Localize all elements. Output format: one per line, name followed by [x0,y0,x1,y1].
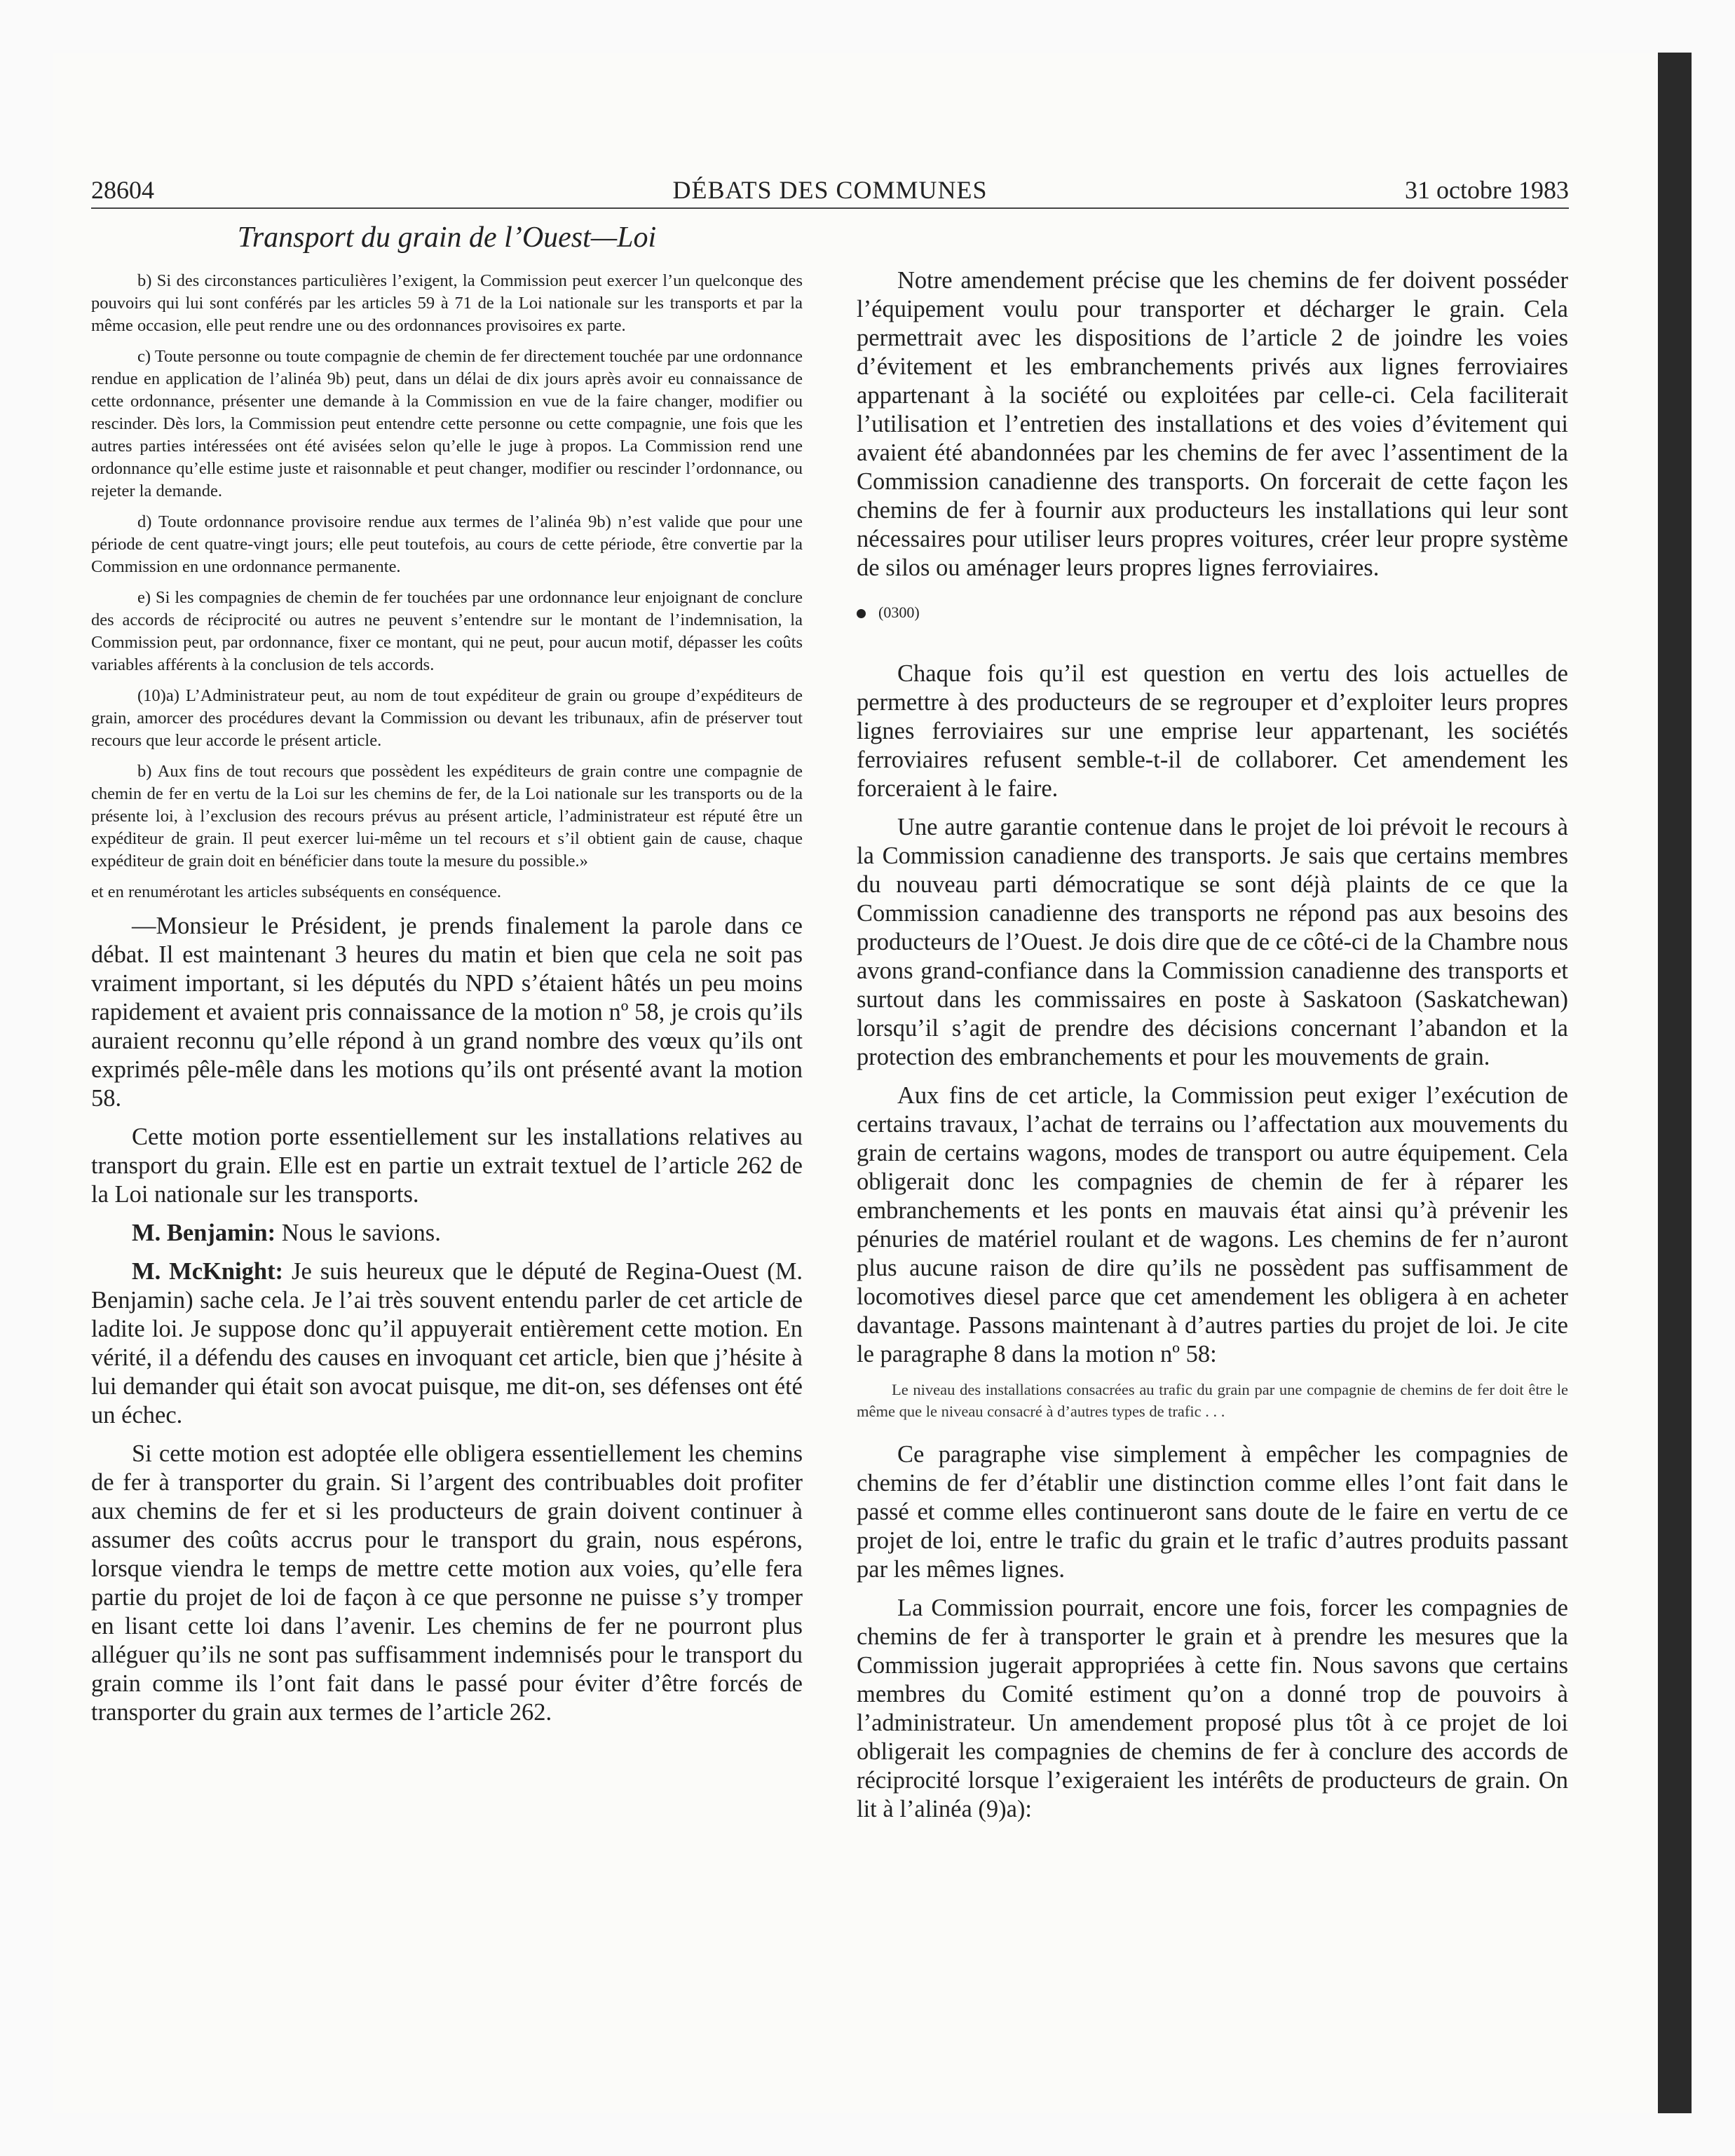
mcknight-text: Je suis heureux que le député de Regina-Ouest (M. Benjamin) sache cela. Je l’ai très souvent entendu parler de cet article de ladite loi. Je suppose donc qu’il appuyerait entièrement cette motion. En vérité, il a défendu des causes en invoquant cet article, bien que j’hésite à lui demander qui était son avocat puisque, me dit-on, ses défenses ont été un échec. [91,1258,803,1428]
bullet-icon [857,609,866,618]
paragraph-e: e) Si les compagnies de chemin de fer touchées par une ordonnance leur enjoignant de conclure des accords de réciprocité ou autres ne peuvent s’entendre sur le montant de l’indemnisation, la Commission peut, par ordonnance, fixer ce montant, qui ne peut, pour aucun motif, dépasser les coûts variables afférents à la conclusion de tels accords. [91,588,803,674]
subheading: Transport du grain de l’Ouest—Loi [237,221,657,254]
benjamin-text: Nous le savions. [275,1220,441,1246]
paragraph-d: d) Toute ordonnance provisoire rendue aux termes de l’alinéa 9b) n’est valide que pour une période de cent quatre-vingt jours; elle peut toutefois, au cours de cette période, être convertie par la Commission en une ordonnance permanente. [91,512,803,576]
speaker-mcknight: M. McKnight: [132,1258,284,1285]
paragraph-amendement: Notre amendement précise que les chemins de fer doivent posséder l’équipement voulu pour transporter et décharger le grain. Cela permettrait avec les dispositions de l’article 2 de joindre les voies d’évitement et les embranchements privés aux lignes ferroviaires appartenant à la société ou exploitées par celle-ci. Cela faciliterait l’utilisation et l’entretien des installations et des voies d’évitement qui avaient été abandonnées par les chemins de fer avec l’assentiment de la Commission canadienne des transports. On forcerait de cette façon les chemins de fer à fournir aux producteurs les installations qui leur sont nécessaires pour utiliser leurs propres voitures, créer leur propre système de silos ou aménager leurs propres lignes ferroviaires. [857,267,1568,581]
page-number: 28604 [91,176,154,204]
paragraph-commission-pourrait: La Commission pourrait, encore une fois, forcer les compagnies de chemins de fer à transporter le grain et à prendre les mesures que la Commission jugerait appropriées à cette fin. Nous savons que certains membres du Comité estiment qu’on a donné trop de pouvoirs à l’administrateur. Un amendement proposé plus tôt à ce projet de loi obligerait les compagnies de chemins de fer à conclure des accords de réciprocité lorsque l’exigeraient les intérêts de producteurs de grain. On lit à l’alinéa (9)a): [857,1595,1568,1822]
paragraph-mcknight [91,1257,803,1430]
time-marker-text: (0300) [878,603,920,621]
paragraph-10b: b) Aux fins de tout recours que possèdent les expéditeurs de grain contre une compagnie de chemin de fer en vertu de la Loi sur les chemins de fer, de la Loi nationale sur les transports ou de la présente loi, à l’exclusion des recours prévus au présent article, l’administrateur est réputé être un expéditeur de grain. Il peut exercer lui-même un tel recours et s’il obtient gain de cause, chaque expéditeur de grain doit en bénéficier dans toute la mesure du possible.» [91,762,803,871]
paragraph-aux-fins: Aux fins de cet article, la Commission peut exiger l’exécution de certains travaux, l’achat de terrains ou l’affectation aux mouvements du grain de certains wagons, modes de transport ou autre équipement. Cela obligerait donc les compagnies de chemin de fer à réparer les embranchements et les ponts en mauvais état ainsi qu’à prévenir les pénuries de matériel roulant et de wagons. Les chemins de fer n’auront plus aucune raison de dire qu’ils ne possèdent pas suffisamment de locomotives diesel parce que cet amendement les obligera à en acheter davantage. Passons maintenant à d’autres parties du projet de loi. Je cite le paragraphe 8 dans la motion nº 58: [857,1082,1568,1367]
paragraph-c: c) Toute personne ou toute compagnie de chemin de fer directement touchée par une ordonnance rendue en application de l’alinéa 9b) peut, dans un délai de dix jours après avoir eu connaissance de cette ordonnance, présenter une demande à la Commission en vue de la faire changer, modifier ou rescinder. Dès lors, la Commission peut entendre cette personne ou cette compagnie, une fois que les autres parties intéressées ont été avisées selon qu’elle le juge à propos. La Commission rend une ordonnance qu’elle estime juste et raisonnable et peut changer, modifier ou rescinder l’ordonnance, ou rejeter la demande. [91,347,803,500]
paragraph-renumbering: et en renumérotant les articles subséquents en conséquence. [91,882,502,901]
paragraph-motion: Cette motion porte essentiellement sur les installations relatives au transport du grain. Elle est en partie un extrait textuel de l’article 262 de la Loi nationale sur les transports. [91,1124,803,1208]
page-date: 31 octobre 1983 [1405,176,1569,204]
page-header [91,174,1569,209]
paragraph-ce-paragraphe: Ce paragraphe vise simplement à empêcher les compagnies de chemins de fer d’établir une distinction comme elles l’ont fait dans le passé et comme elles continueront sans doute de le faire en vertu de ce projet de loi, entre le trafic du grain et le trafic d’autres produits passant par les mêmes lignes. [857,1441,1568,1583]
paragraph-b: b) Si des circonstances particulières l’exigent, la Commission peut exercer l’un quelconque des pouvoirs qui lui sont conférés par les articles 59 à 71 de la Loi nationale sur les transports et par la même occasion, elle peut rendre une ou des ordonnances provisoires ex parte. [91,271,803,335]
left-column [91,221,803,1737]
paragraph-adoptee: Si cette motion est adoptée elle obligera essentiellement les chemins de fer à transporter du grain. Si l’argent des contribuables doit profiter aux chemins de fer et si les producteurs de grain doivent continuer à assumer des coûts accrus pour le transport du grain, nous espérons, lorsque viendra le temps de mettre cette motion aux voies, qu’elle fera partie du projet de loi de façon à ce que personne ne puisse s’y tromper en lisant cette loi dans l’avenir. Les chemins de fer ne pourront plus alléguer qu’ils ne sont pas suffisamment indemnisés pour le transport du grain comme ils l’ont fait dans le passé pour éviter d’être forcés de transporter du grain aux termes de l’article 262. [91,1440,803,1726]
paragraph-10a: (10)a) L’Administrateur peut, au nom de tout expéditeur de grain ou groupe d’expéditeurs de grain, amorcer des procédures devant la Commission ou devant les tribunaux, afin de préserver tout recours que leur accorde le présent article. [91,686,803,750]
paragraph-garantie: Une autre garantie contenue dans le projet de loi prévoit le recours à la Commission canadienne des transports. Je sais que certains membres du nouveau parti démocratique se sont déjà plaints de ce que la Commission canadienne des transports ne répond pas aux besoins des producteurs de l’Ouest. Je dois dire que de ce côté-ci de la Chambre nous avons grand-confiance dans la Commission canadienne des transports et surtout dans les commissaires en poste à Saskatoon (Saskatchewan) lorsqu’il s’agit de prendre des décisions concernant l’abandon et la protection des embranchements et pour les mouvements de grain. [857,814,1568,1070]
right-column [857,266,1568,1834]
publication-title: DÉBATS DES COMMUNES [672,176,988,204]
block-quote: Le niveau des installations consacrées au trafic du grain par une compagnie de chemins de fer doit être le même que le niveau consacré à d’autres types de trafic . . . [857,1381,1568,1420]
time-marker [857,603,1568,622]
paragraph-chaque-fois: Chaque fois qu’il est question en vertu des lois actuelles de permettre à des producteurs de se regrouper et d’exploiter leurs propres lignes ferroviaires sur une emprise leur appartenant, les sociétés ferroviaires refusent semble-t-il de collaborer. Cet amendement les forceraient à le faire. [857,660,1568,802]
speaker-benjamin: M. Benjamin: [132,1220,276,1246]
paragraph-president: —Monsieur le Président, je prends finalement la parole dans ce débat. Il est maintenant 3 heures du matin et bien que cela ne soit pas vraiment important, si les députés du NPD s’étaient hâtés un peu moins rapidement et avaient pris connaissance de la motion nº 58, je crois qu’ils auraient reconnu qu’elle répond à un grand nombre des vœux qu’ils ont exprimés pêle-mêle dans les motions qu’ils ont présenté avant la motion 58. [91,913,803,1112]
paragraph-benjamin [91,1219,803,1248]
